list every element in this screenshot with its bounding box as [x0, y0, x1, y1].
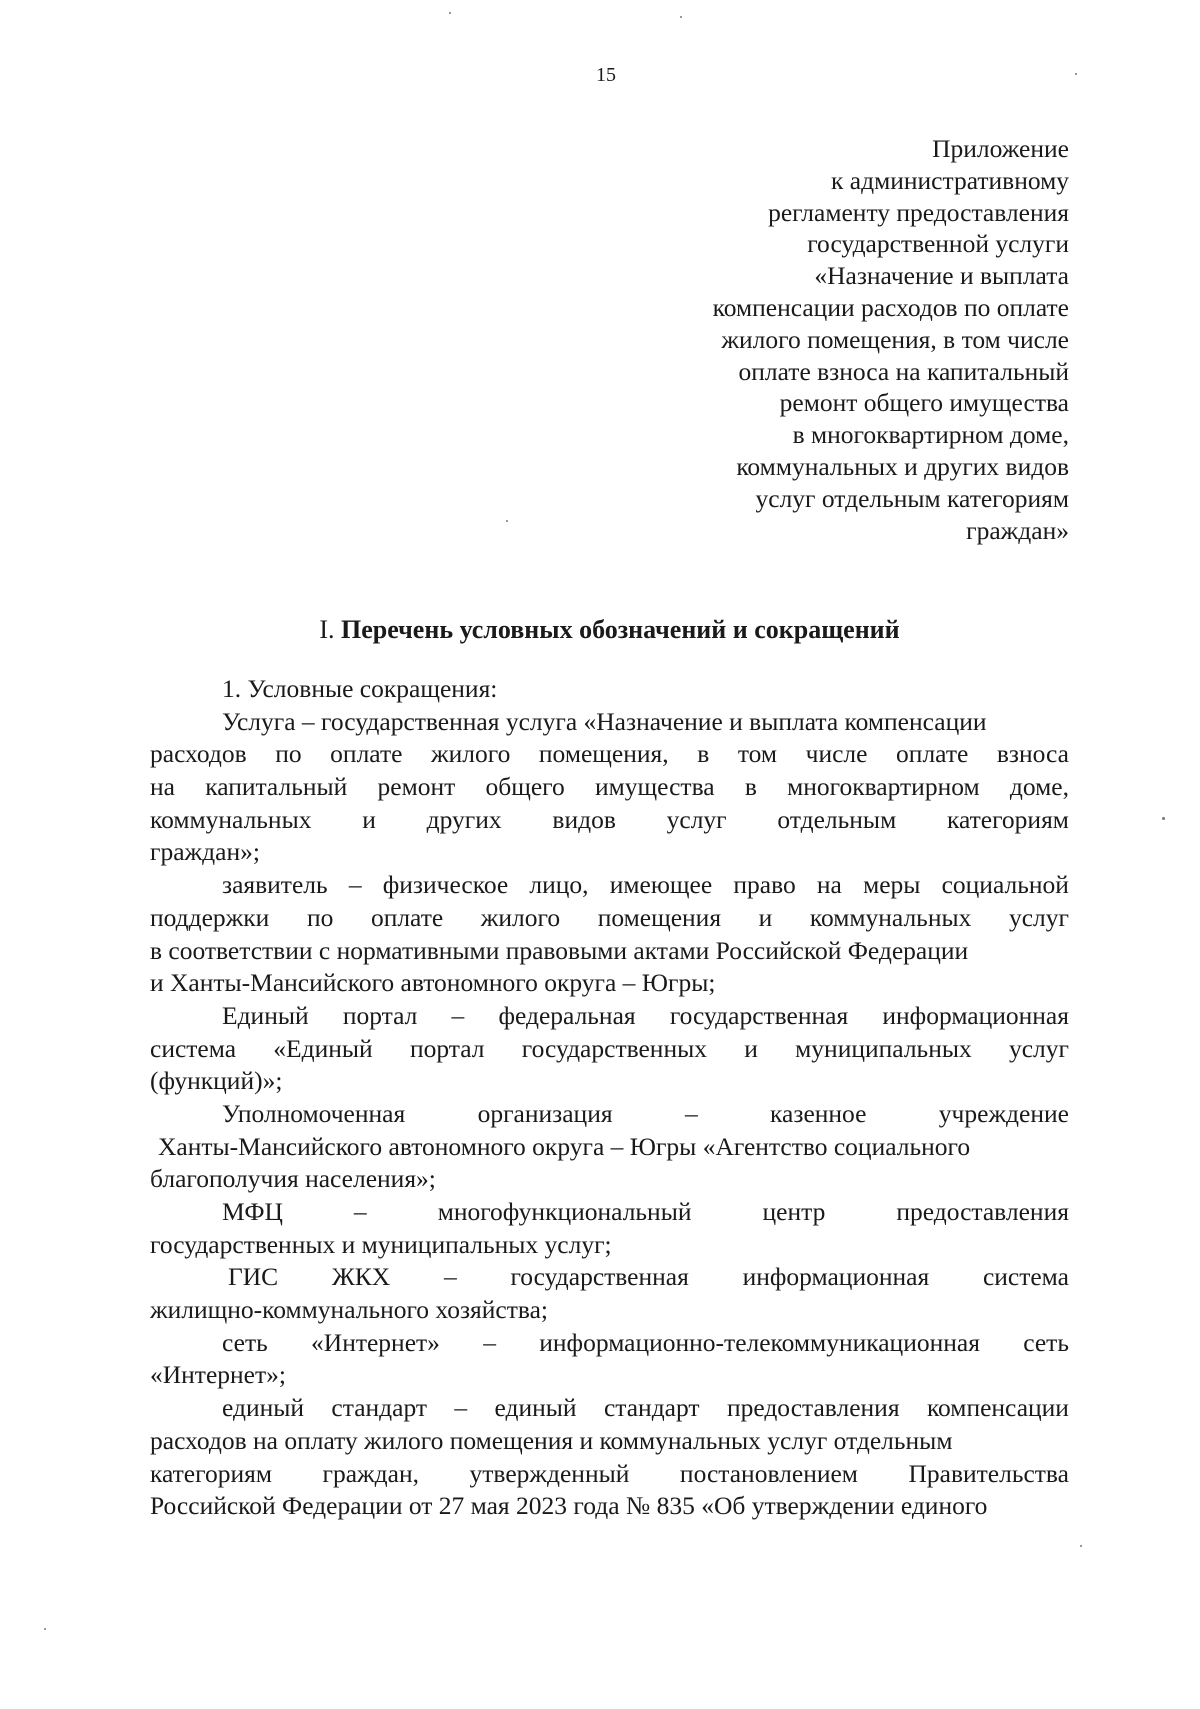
word: система: [150, 1033, 237, 1063]
text-line: [150, 738, 1069, 771]
word: и: [362, 804, 376, 834]
text-line: (функций)»;: [150, 1066, 283, 1096]
section-title: Перечень условных обозначений и сокращений: [341, 615, 900, 644]
word: портал: [342, 1000, 418, 1030]
text-line: Услуга – государственная услуга «Назначение и выплата компенсации: [222, 706, 987, 736]
word: доме,: [1009, 772, 1069, 802]
word: ЖКХ: [331, 1262, 391, 1292]
word: Правительства: [908, 1458, 1069, 1488]
word: информационно-телекоммуникационная: [539, 1327, 980, 1357]
text-line: «Интернет»;: [150, 1360, 286, 1390]
appendix-line: граждан»: [966, 515, 1069, 545]
appendix-line: жилого помещения, в том числе: [721, 324, 1069, 354]
word: –: [684, 1098, 698, 1128]
word: постановлением: [679, 1458, 858, 1488]
word: категориям: [150, 1458, 272, 1488]
word: учреждение: [938, 1098, 1069, 1128]
word: сеть: [1023, 1327, 1069, 1357]
appendix-line: регламенту предоставления: [768, 197, 1069, 227]
word: предоставления: [896, 1197, 1069, 1226]
appendix-line: Приложение: [932, 134, 1069, 163]
word: оплате: [330, 739, 403, 769]
word: Единый: [222, 1000, 309, 1030]
word: на: [816, 870, 842, 900]
word: единый: [222, 1393, 305, 1423]
word: помещения: [597, 902, 722, 932]
word: единый: [494, 1393, 577, 1423]
word: «Единый: [273, 1033, 373, 1063]
word: «Интернет»: [311, 1327, 440, 1357]
word: взноса: [996, 739, 1069, 769]
word: числе: [805, 739, 868, 769]
word: МФЦ: [222, 1197, 283, 1226]
text-line: [150, 902, 1069, 935]
word: оплате: [370, 902, 444, 932]
text-line: [150, 1261, 1069, 1294]
scan-speck: [506, 520, 508, 522]
word: граждан,: [322, 1458, 419, 1488]
scan-speck: [1075, 73, 1077, 75]
word: том: [737, 739, 778, 769]
word: и: [744, 1033, 758, 1063]
word: право: [733, 870, 796, 900]
text-line: [150, 804, 1069, 837]
text-line: [150, 1392, 1069, 1425]
appendix-line: услуг отдельным категориям: [755, 483, 1069, 513]
word: других: [426, 804, 502, 834]
scan-speck: [44, 1628, 46, 1630]
text-line: [150, 1327, 1069, 1360]
word: казенное: [770, 1098, 867, 1128]
word: ремонт: [377, 772, 456, 802]
appendix-line: государственной услуги: [807, 229, 1069, 259]
word: жилого: [480, 902, 561, 932]
appendix-line: компенсации расходов по оплате: [712, 292, 1069, 322]
appendix-line: «Назначение и выплата: [814, 261, 1069, 291]
word: заявитель: [222, 870, 328, 900]
word: организация: [477, 1098, 613, 1128]
word: в: [744, 772, 757, 802]
word: коммунальных: [150, 804, 312, 834]
document-body: [150, 673, 1069, 1523]
text-line: Российской Федерации от 27 мая 2023 года № 835 «Об утверждении единого: [150, 1491, 988, 1521]
word: по: [306, 902, 334, 932]
word: Уполномоченная: [222, 1098, 406, 1128]
word: на: [150, 772, 175, 802]
word: государственная: [510, 1262, 689, 1292]
word: компенсации: [926, 1393, 1069, 1423]
word: поддержки: [150, 902, 270, 932]
word: видов: [552, 804, 616, 834]
text-line: граждан»;: [150, 837, 260, 867]
word: –: [451, 1000, 465, 1030]
word: информационная: [742, 1262, 930, 1292]
word: портал: [409, 1033, 485, 1063]
word: сеть: [222, 1327, 268, 1357]
word: жилого: [431, 739, 511, 769]
word: предоставления: [726, 1393, 900, 1423]
scan-speck: [1162, 817, 1165, 820]
word: информационная: [882, 1000, 1069, 1030]
scan-speck: [1080, 1545, 1082, 1547]
text-line: [150, 1196, 1069, 1229]
word: оплате: [896, 739, 969, 769]
word: услуг: [1008, 902, 1069, 932]
word: помещения,: [538, 739, 669, 769]
word: –: [348, 870, 362, 900]
word: коммунальных: [809, 902, 972, 932]
word: система: [982, 1262, 1069, 1292]
word: меры: [863, 870, 921, 900]
word: стандарт: [603, 1393, 700, 1423]
word: центр: [762, 1197, 826, 1226]
word: физическое: [382, 870, 509, 900]
appendix-line: коммунальных и других видов: [736, 451, 1069, 481]
text-line: в соответствии с нормативными правовыми актами Российской Федерации: [150, 935, 969, 965]
text-line: [150, 1000, 1069, 1033]
word: отдельным: [777, 804, 897, 834]
word: ГИС: [228, 1262, 279, 1292]
word: многофункциональный: [437, 1197, 692, 1226]
word: услуг: [666, 804, 727, 834]
text-line: государственных и муниципальных услуг;: [150, 1229, 612, 1259]
word: социальной: [941, 870, 1069, 900]
text-line: благополучия населения»;: [150, 1164, 436, 1194]
text-line: жилищно-коммунального хозяйства;: [150, 1295, 548, 1325]
text-line: расходов на оплату жилого помещения и коммунальных услуг отдельным: [150, 1425, 953, 1455]
word: –: [454, 1393, 468, 1423]
word: имеющее: [609, 870, 713, 900]
word: расходов: [150, 739, 247, 769]
text-line: [150, 771, 1069, 804]
appendix-line: к административному: [831, 165, 1069, 195]
text-line: [150, 1098, 1069, 1131]
text-line: Ханты-Мансийского автономного округа – Югры «Агентство социального: [158, 1131, 971, 1161]
word: федеральная: [498, 1000, 636, 1030]
text-line: [150, 1033, 1069, 1066]
word: по: [275, 739, 302, 769]
word: и: [758, 902, 773, 932]
word: стандарт: [331, 1393, 428, 1423]
word: категориям: [946, 804, 1069, 834]
section-numeral: I.: [319, 615, 335, 644]
word: государственная: [669, 1000, 849, 1030]
word: многоквартирном: [787, 772, 980, 802]
word: услуг: [1008, 1033, 1069, 1063]
text-line: и Ханты-Мансийского автономного округа – Югры;: [150, 968, 716, 998]
abbreviations-list: [150, 706, 1069, 1523]
word: –: [443, 1262, 457, 1292]
paragraph-intro: 1. Условные сокращения:: [222, 674, 498, 703]
word: капитальный: [205, 772, 348, 802]
appendix-line: оплате взноса на капитальный: [738, 356, 1069, 386]
section-heading: [150, 614, 1069, 646]
page-number: 15: [596, 64, 616, 86]
scan-speck: [680, 16, 682, 18]
scan-speck: [449, 12, 451, 14]
appendix-header: [599, 133, 1069, 546]
word: лицо,: [529, 870, 589, 900]
word: в: [697, 739, 710, 769]
text-line: [150, 869, 1069, 902]
word: –: [483, 1327, 496, 1357]
word: –: [353, 1197, 367, 1226]
text-line: [150, 1458, 1069, 1491]
word: общего: [485, 772, 565, 802]
word: утвержденный: [469, 1458, 630, 1488]
word: имущества: [594, 772, 715, 802]
appendix-line: в многоквартирном доме,: [792, 420, 1069, 450]
word: государственных: [521, 1033, 707, 1063]
appendix-line: ремонт общего имущества: [779, 388, 1069, 418]
word: муниципальных: [795, 1033, 972, 1063]
